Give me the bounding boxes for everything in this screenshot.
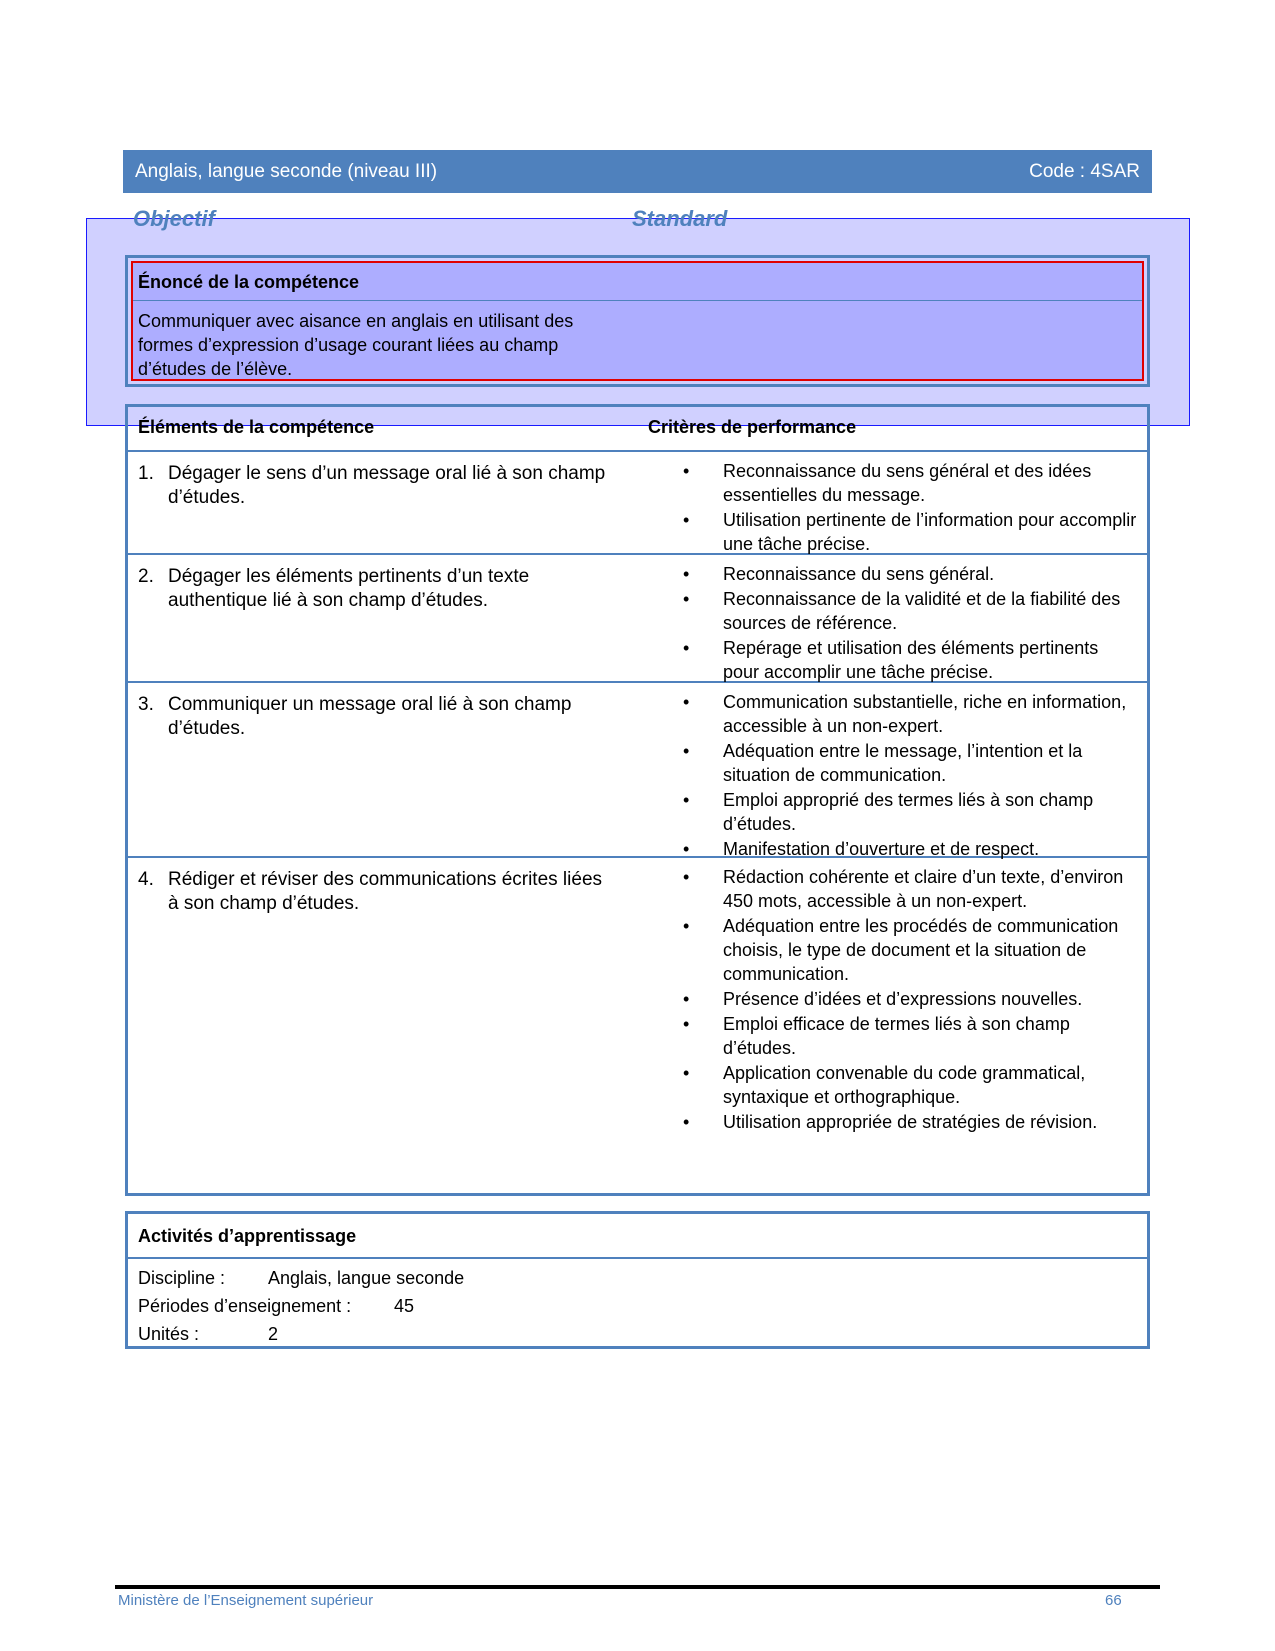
bullet-icon: • bbox=[683, 461, 690, 481]
bullet-icon: • bbox=[683, 1063, 690, 1083]
criterion-item: • Reconnaissance du sens général. bbox=[683, 564, 995, 584]
criterion-item: • Reconnaissance de la validité et de la fiabilité des sources de référence. bbox=[683, 589, 1121, 633]
bullet-icon: • bbox=[683, 839, 690, 859]
enonce-text: Communiquer avec aisance en anglais en utilisant des formes d’expression d’usage courant liées au champ d’études de l’élève. bbox=[138, 311, 574, 379]
activities-box bbox=[125, 1211, 1150, 1349]
bullet-icon: • bbox=[683, 692, 690, 712]
criteria-list bbox=[683, 865, 1138, 1135]
element-cell bbox=[138, 462, 608, 510]
criteria-list bbox=[683, 562, 1138, 685]
criterion-item: • Présence d’idées et d’expressions nouvelles. bbox=[683, 989, 1083, 1009]
bullet-icon: • bbox=[683, 589, 690, 609]
criterion-item: • Manifestation d’ouverture et de respect. bbox=[683, 839, 1040, 859]
periodes-value: 45 bbox=[394, 1296, 415, 1316]
page-number: 66 bbox=[1105, 1592, 1122, 1609]
enonce-heading: Énoncé de la compétence bbox=[133, 263, 1142, 301]
course-title: Anglais, langue seconde (niveau III) bbox=[135, 161, 438, 182]
element-cell bbox=[138, 868, 608, 916]
activities-details bbox=[128, 1259, 1147, 1353]
criterion-item: • Repérage et utilisation des éléments pertinents pour accomplir une tâche précise. bbox=[683, 638, 1099, 682]
criterion-item: • Emploi approprié des termes liés à son champ d’études. bbox=[683, 790, 1094, 834]
element-number: 4. bbox=[138, 869, 154, 890]
element-cell bbox=[138, 565, 608, 613]
elements-criteria-table bbox=[125, 404, 1150, 1196]
bullet-icon: • bbox=[683, 867, 690, 887]
discipline-value: Anglais, langue seconde bbox=[268, 1268, 465, 1288]
course-header-bar bbox=[123, 150, 1152, 193]
criterion-item: • Rédaction cohérente et claire d’un texte, d’environ 450 mots, accessible à un non-expert. bbox=[683, 867, 1124, 911]
element-cell bbox=[138, 693, 608, 741]
bullet-icon: • bbox=[683, 1014, 690, 1034]
bullet-icon: • bbox=[683, 916, 690, 936]
course-code: Code : 4SAR bbox=[1029, 161, 1140, 182]
element-number: 3. bbox=[138, 694, 154, 715]
criterion-item: • Emploi efficace de termes liés à son champ d’études. bbox=[683, 1014, 1070, 1058]
element-text: Dégager le sens d’un message oral lié à son champ d’études. bbox=[168, 463, 606, 508]
bullet-icon: • bbox=[683, 564, 690, 584]
bullet-icon: • bbox=[683, 638, 690, 658]
table-row bbox=[128, 555, 1147, 683]
criterion-item: • Utilisation appropriée de stratégies de révision. bbox=[683, 1112, 1098, 1132]
table-row bbox=[128, 452, 1147, 555]
table-row bbox=[128, 683, 1147, 858]
discipline-line bbox=[138, 1264, 1137, 1292]
criterion-item: • Communication substantielle, riche en information, accessible à un non-expert. bbox=[683, 692, 1127, 736]
bullet-icon: • bbox=[683, 989, 690, 1009]
periodes-label: Périodes d’enseignement : bbox=[138, 1296, 352, 1316]
element-number: 2. bbox=[138, 566, 154, 587]
criteria-list bbox=[683, 459, 1138, 557]
enonce-inner bbox=[131, 261, 1144, 381]
criterion-item: • Application convenable du code grammatical, syntaxique et orthographique. bbox=[683, 1063, 1086, 1107]
periodes-line bbox=[138, 1292, 1137, 1320]
column-header-criteres: Critères de performance bbox=[648, 417, 857, 437]
element-text: Dégager les éléments pertinents d’un texte authentique lié à son champ d’études. bbox=[168, 566, 530, 611]
footer-ministry: Ministère de l’Enseignement supérieur bbox=[118, 1592, 374, 1609]
unites-line bbox=[138, 1320, 1137, 1348]
unites-label: Unités : bbox=[138, 1324, 200, 1344]
standard-heading: Standard bbox=[632, 206, 728, 231]
enonce-box bbox=[125, 255, 1150, 387]
element-text: Communiquer un message oral lié à son champ d’études. bbox=[168, 694, 572, 739]
table-header bbox=[128, 407, 1147, 452]
criteria-list bbox=[683, 690, 1138, 862]
activities-heading: Activités d’apprentissage bbox=[128, 1214, 1147, 1259]
unites-value: 2 bbox=[268, 1324, 279, 1344]
criterion-item: • Utilisation pertinente de l’information pour accomplir une tâche précise. bbox=[683, 510, 1137, 554]
bullet-icon: • bbox=[683, 510, 690, 530]
criterion-item: • Reconnaissance du sens général et des idées essentielles du message. bbox=[683, 461, 1092, 505]
criterion-item: • Adéquation entre le message, l’intention et la situation de communication. bbox=[683, 741, 1083, 785]
criterion-item: • Adéquation entre les procédés de communication choisis, le type de document et la situation de communication. bbox=[683, 916, 1119, 984]
bullet-icon: • bbox=[683, 1112, 690, 1132]
bullet-icon: • bbox=[683, 741, 690, 761]
element-number: 1. bbox=[138, 463, 154, 484]
column-header-elements: Éléments de la compétence bbox=[138, 417, 375, 437]
discipline-label: Discipline : bbox=[138, 1268, 226, 1288]
footer-rule bbox=[115, 1585, 1160, 1589]
objectif-heading: Objectif bbox=[133, 206, 215, 231]
table-row bbox=[128, 858, 1147, 1193]
element-text: Rédiger et réviser des communications écrites liées à son champ d’études. bbox=[168, 869, 603, 914]
bullet-icon: • bbox=[683, 790, 690, 810]
